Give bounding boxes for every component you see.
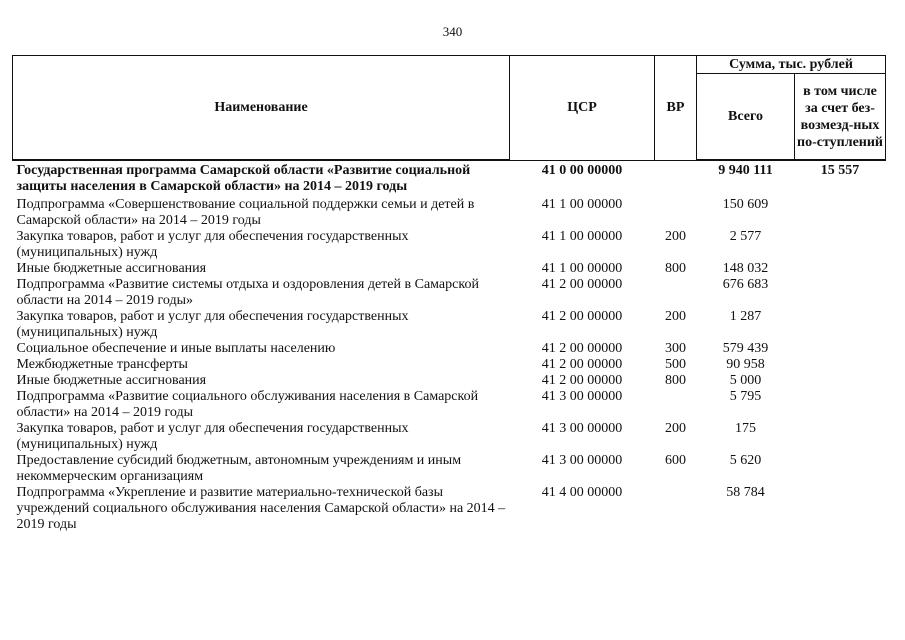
row-name: Подпрограмма «Совершенствование социальной поддержки семьи и детей в Самарской области» на 2014 – 2019 годы (16, 197, 475, 228)
header-total: Всего (697, 74, 795, 161)
table-row (13, 373, 886, 389)
row-free (795, 357, 886, 373)
table-row (13, 341, 886, 357)
row-total: 2 577 (729, 229, 762, 244)
row-csr: 41 2 00 00000 (541, 373, 623, 388)
header-vr: ВР (655, 56, 697, 161)
table-row (13, 229, 886, 261)
row-name: Межбюджетные трансферты (16, 357, 188, 372)
row-csr: 41 3 00 00000 (541, 421, 623, 436)
table-row (13, 197, 886, 229)
table-row (13, 261, 886, 277)
row-csr: 41 3 00 00000 (541, 453, 623, 468)
row-csr: 41 1 00 00000 (541, 229, 623, 244)
row-vr: 300 (665, 341, 686, 356)
row-vr (655, 277, 697, 309)
row-free (795, 421, 886, 453)
header-csr: ЦСР (510, 56, 655, 161)
budget-table (12, 55, 886, 533)
table-row (13, 357, 886, 373)
row-csr: 41 2 00 00000 (541, 277, 623, 292)
row-vr (655, 160, 697, 197)
row-free (795, 277, 886, 309)
row-vr: 200 (665, 421, 686, 436)
header-name: Наименование (13, 56, 510, 161)
table-row (13, 160, 886, 197)
row-name: Иные бюджетные ассигнования (16, 261, 207, 276)
row-name: Закупка товаров, работ и услуг для обеспечения государственных (муниципальных) нужд (16, 421, 409, 452)
table-body (13, 160, 886, 533)
row-name: Подпрограмма «Развитие социального обслуживания населения в Самарской области» на 2014 – 2019 годы (16, 389, 479, 420)
table-row (13, 309, 886, 341)
page-number: 340 (442, 24, 463, 39)
row-total: 58 784 (726, 485, 765, 500)
row-vr: 200 (665, 309, 686, 324)
row-free (795, 309, 886, 341)
row-free (795, 373, 886, 389)
row-total: 90 958 (726, 357, 765, 372)
row-free (795, 197, 886, 229)
header-incl-free: в том числе за счет без-возмезд-ных по-ступлений (795, 74, 886, 161)
row-vr: 500 (665, 357, 686, 372)
row-total: 9 940 111 (718, 163, 773, 178)
row-total: 150 609 (722, 197, 769, 212)
row-vr: 600 (665, 453, 686, 468)
table-row (13, 453, 886, 485)
row-name: Социальное обеспечение и иные выплаты населению (16, 341, 336, 356)
row-total: 1 287 (729, 309, 762, 324)
header-sum: Сумма, тыс. рублей (697, 56, 886, 74)
row-free (795, 389, 886, 421)
row-name: Иные бюджетные ассигнования (16, 373, 207, 388)
row-total: 175 (735, 421, 756, 436)
row-total: 5 000 (729, 373, 762, 388)
row-name: Подпрограмма «Укрепление и развитие материально-технической базы учреждений социального обслуживания населения Самарской области» на 2014 – 2019 годы (16, 485, 506, 532)
row-free (795, 485, 886, 533)
row-free (795, 453, 886, 485)
row-free (795, 261, 886, 277)
row-vr: 800 (665, 373, 686, 388)
row-csr: 41 0 00 00000 (541, 162, 623, 178)
row-total: 5 795 (729, 389, 762, 404)
row-vr (655, 389, 697, 421)
row-name: Закупка товаров, работ и услуг для обеспечения государственных (муниципальных) нужд (16, 229, 409, 260)
row-csr: 41 1 00 00000 (541, 261, 623, 276)
row-free: 15 557 (820, 163, 860, 178)
row-free (795, 229, 886, 261)
table-row (13, 389, 886, 421)
row-vr (655, 197, 697, 229)
row-name: Закупка товаров, работ и услуг для обеспечения государственных (муниципальных) нужд (16, 309, 409, 340)
row-vr (655, 485, 697, 533)
table-row (13, 277, 886, 309)
row-free (795, 341, 886, 357)
row-total: 676 683 (722, 277, 769, 292)
row-name: Подпрограмма «Развитие системы отдыха и оздоровления детей в Самарской области на 2014 – 2019 годы» (16, 277, 479, 308)
row-vr: 800 (665, 261, 686, 276)
table-row (13, 421, 886, 453)
table-header (13, 56, 886, 161)
row-total: 5 620 (729, 453, 762, 468)
row-csr: 41 2 00 00000 (541, 357, 623, 372)
row-csr: 41 2 00 00000 (541, 309, 623, 324)
row-csr: 41 1 00 00000 (541, 197, 623, 212)
row-csr: 41 4 00 00000 (541, 485, 623, 500)
table-row (13, 485, 886, 533)
row-vr: 200 (665, 229, 686, 244)
row-name: Предоставление субсидий бюджетным, автономным учреждениям и иным некоммерческим организациям (16, 453, 462, 484)
row-name: Государственная программа Самарской области «Развитие социальной защиты населения в Самарской области» на 2014 – 2019 годы (16, 163, 471, 194)
row-csr: 41 2 00 00000 (541, 341, 623, 356)
row-csr: 41 3 00 00000 (541, 389, 623, 404)
row-total: 579 439 (722, 341, 769, 356)
row-total: 148 032 (722, 261, 769, 276)
